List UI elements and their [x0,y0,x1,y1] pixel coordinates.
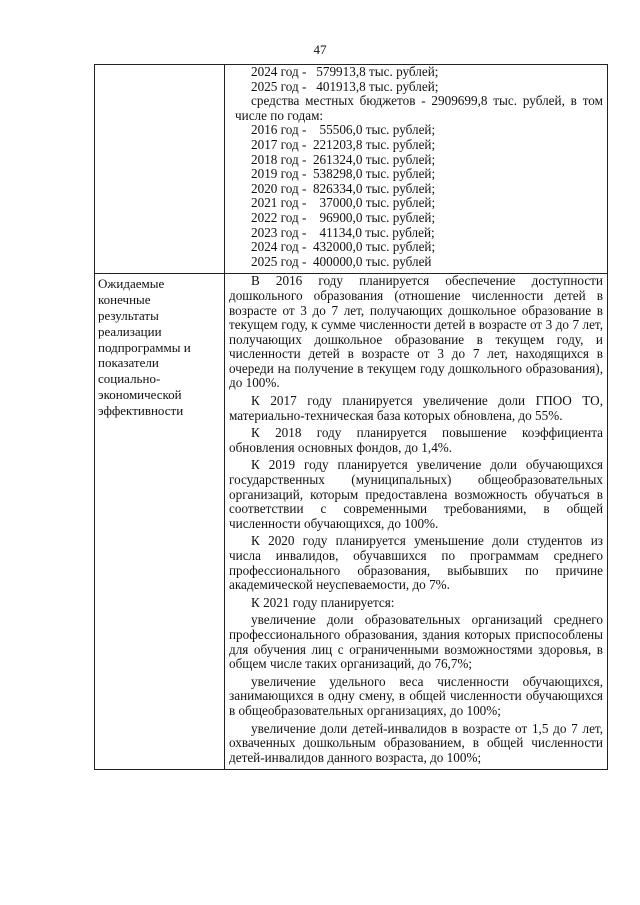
result-2021-item: увеличение доли детей-инвалидов в возрасте от 1,5 до 7 лет, охваченных дошкольным образованием, в общей численности детей-инвалидов данного возраста, до 100%; [229,720,603,765]
expected-results-row [95,274,608,770]
local-budget-year: 2024 год - 432000,0 тыс. рублей; [251,239,436,255]
result-2016: В 2016 году планируется обеспечение доступности дошкольного образования (отношение численности детей в возрасте от 3 до 7 лет, получающих дошкольное образование в текущем году, к сумме численности детей в возрасте от 3 до 7 лет, получающих дошкольное образование в текущем году, и численности детей в возрасте от 3 до 7 лет, находящихся в очереди на получение в текущем году дошкольного образования), до 100%. [229,273,603,391]
local-budget-year: 2016 год - 55506,0 тыс. рублей; [251,122,436,138]
finance-line: 2024 год - 579913,8 тыс. рублей; [251,64,439,79]
result-2021-item: увеличение удельного веса численности обучающихся, занимающихся в одну смену, в общей численности обучающихся в общеобразовательных организациях, до 100%; [229,673,603,718]
local-budget-year: 2019 год - 538298,0 тыс. рублей; [251,166,436,182]
financing-label-cell [95,65,225,274]
result-2017: К 2017 году планируется увеличение доли ГПОО ТО, материально-техническая база которых обновлена, до 55%. [229,393,603,423]
label-line: подпрограммы и [98,339,191,355]
local-budget-year: 2018 год - 261324,0 тыс. рублей; [251,151,436,167]
label-line: реализации [98,323,162,339]
local-budget-total: средства местных бюджетов - 2909699,8 тыс. рублей, в том числе по годам: [235,93,603,123]
label-line: Ожидаемые [98,276,165,292]
label-line: результаты [98,307,159,323]
financing-row [95,65,608,274]
label-line: эффективности [98,402,184,418]
result-2021-intro: К 2021 году планируется: [251,594,395,610]
label-line: экономической [98,386,182,402]
financing-content-cell [225,65,608,274]
expected-results-label [95,274,225,770]
result-2021-item: увеличение доли образовательных организаций среднего профессионального образования, здания которых приспособлены для обучения лиц с ограниченными возможностями здоровья, в общем числе таких организаций, до 76,7%; [229,612,603,672]
local-budget-year: 2020 год - 826334,0 тыс. рублей; [251,180,436,196]
local-budget-year: 2025 год - 400000,0 тыс. рублей [251,253,432,269]
expected-results-content [225,274,608,770]
local-budget-year: 2023 год - 41134,0 тыс. рублей; [251,224,435,240]
page-number: 47 [313,42,327,57]
result-2018: К 2018 году планируется повышение коэффициента обновления основных фондов, до 1,4%. [229,425,603,455]
label-line: конечные [98,292,151,308]
label-line: показатели [98,355,159,371]
label-line: социально- [98,371,161,387]
local-budget-year: 2021 год - 37000,0 тыс. рублей; [251,195,436,211]
local-budget-year: 2017 год - 221203,8 тыс. рублей; [251,136,436,152]
finance-line: 2025 год - 401913,8 тыс. рублей; [251,78,439,94]
result-2019: К 2019 году планируется увеличение доли обучающихся государственных (муниципальных) общеобразовательных организаций, которым предоставлена возможность обучаться в соответствии с современными требованиями, в общей численности обучающихся, до 100%. [229,457,603,531]
result-2020: К 2020 году планируется уменьшение доли студентов из числа инвалидов, обучавшихся по программам среднего профессионального образования, выбывших по причине академической неуспеваемости, до 7%. [229,533,603,593]
program-passport-table [94,64,608,770]
local-budget-year: 2022 год - 96900,0 тыс. рублей; [251,209,436,225]
